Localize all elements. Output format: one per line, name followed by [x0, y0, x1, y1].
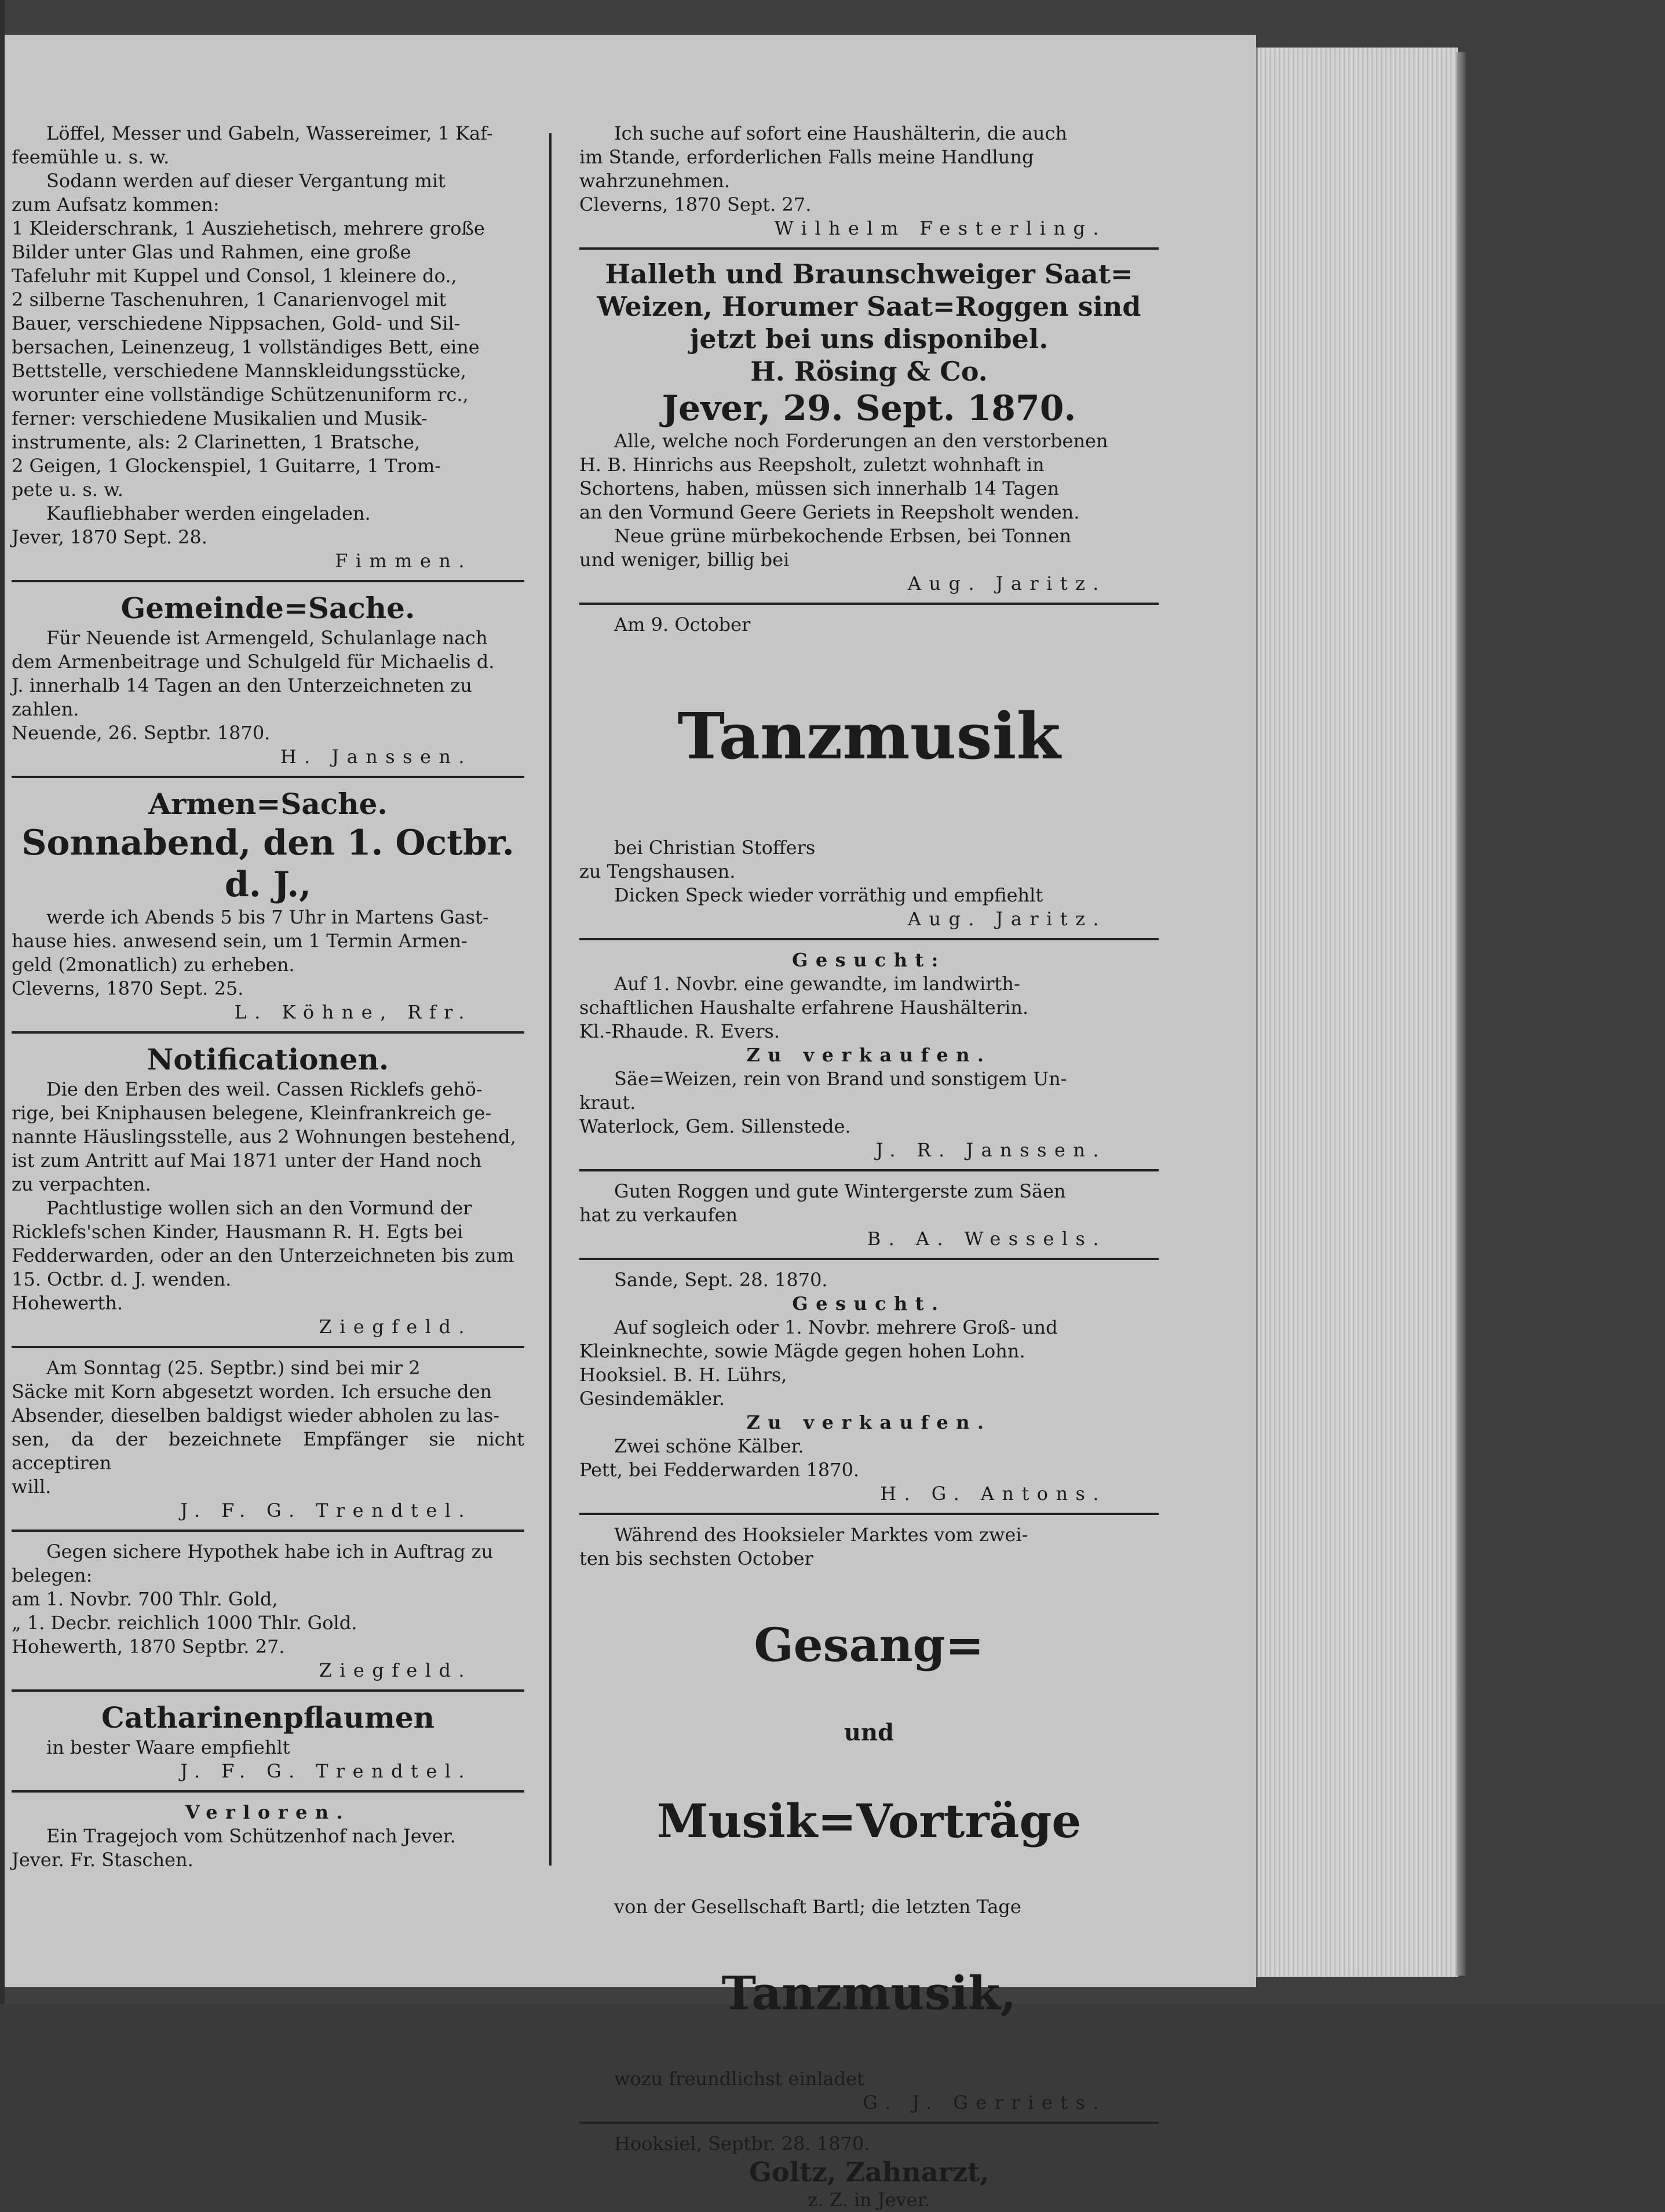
notice-block	[12, 1356, 524, 1499]
text-line: Kaufliebhaber werden eingeladen.	[46, 502, 371, 524]
text-line: Bilder unter Glas und Rahmen, eine große	[12, 241, 411, 263]
notice-block	[579, 1482, 1159, 1506]
text-line: „ 1. Decbr. reichlich 1000 Thlr. Gold.	[12, 1612, 357, 1634]
notice-block	[579, 1434, 1159, 1482]
text-line: am 1. Novbr. 700 Thlr. Gold,	[12, 1588, 278, 1610]
text-line: wozu freundlichst einladet	[614, 2068, 864, 2090]
notice-block	[579, 429, 1159, 524]
text-line: Pachtlustige wollen sich an den Vormund der	[46, 1197, 472, 1219]
display-title: Tanzmusik	[677, 699, 1061, 773]
text-line: Hooksiel. B. H. Lührs,	[579, 1364, 787, 1386]
text-line: feemühle u. s. w.	[12, 146, 170, 168]
section-rule	[12, 580, 524, 582]
notice-block	[12, 590, 524, 626]
text-line: Dicken Speck wieder vorräthig und empfiehlt	[614, 884, 1043, 906]
text-line: H. B. Hinrichs aus Reepsholt, zuletzt wohnhaft in	[579, 454, 1045, 476]
notice-block	[579, 613, 1159, 637]
text-line: Schortens, haben, müssen sich innerhalb 14 Tagen	[579, 477, 1060, 499]
signature: J. F. G. Trendtel.	[180, 1760, 472, 1782]
book-edge-shadow	[1456, 52, 1466, 1976]
text-line: Alle, welche noch Forderungen an den verstorbenen	[614, 430, 1108, 452]
notice-block	[12, 786, 524, 822]
text-line: Fedderwarden, oder an den Unterzeichneten bis zum	[12, 1244, 514, 1266]
text-line: Säcke mit Korn abgesetzt worden. Ich ersuche den	[12, 1381, 492, 1403]
notice-block	[579, 572, 1159, 596]
signature: Ziegfeld.	[319, 1659, 472, 1681]
text-line: Zwei schöne Kälber.	[614, 1435, 804, 1457]
signature: Wilhelm Festerling.	[774, 217, 1107, 239]
section-rule	[12, 1689, 524, 1692]
notice-block	[12, 1801, 524, 1824]
notice-block	[579, 524, 1159, 572]
text-line: Jever, 1870 Sept. 28.	[12, 526, 207, 548]
text-line: Für Neuende ist Armengeld, Schulanlage nach	[46, 627, 488, 649]
notice-block	[12, 1736, 524, 1760]
text-line: bei Christian Stoffers	[614, 837, 816, 859]
notice-block	[579, 2091, 1159, 2115]
notice-block	[579, 1067, 1159, 1138]
text-line: kraut.	[579, 1092, 636, 1114]
notice-block	[579, 1719, 1159, 1747]
text-line: Auf sogleich oder 1. Novbr. mehrere Groß- und	[614, 1316, 1058, 1338]
section-rule	[12, 1346, 524, 1348]
notice-block	[579, 388, 1159, 429]
section-rule	[579, 1258, 1159, 1260]
text-line: 2 silberne Taschenuhren, 1 Canarienvogel mit	[12, 289, 447, 311]
text-line: hat zu verkaufen	[579, 1204, 738, 1226]
section-heading: Catharinenpflaumen	[101, 1700, 435, 1735]
notice-block	[579, 907, 1159, 931]
text-line: will.	[12, 1476, 52, 1498]
text-line: Löffel, Messer und Gabeln, Wassereimer, 1 Kaf-	[46, 122, 493, 144]
notice-block	[12, 1042, 524, 1078]
notice-block	[579, 700, 1159, 772]
display-heading: Sonnabend, den 1. Octbr. d. J.,	[21, 823, 514, 905]
text-line: Gesindemäkler.	[579, 1388, 725, 1410]
notice-block	[579, 1292, 1159, 1316]
text-line: Während des Hooksieler Marktes vom zwei-	[614, 1524, 1028, 1546]
text-line: instrumente, als: 2 Clarinetten, 1 Bratsche,	[12, 431, 421, 453]
text-line: zahlen.	[12, 698, 79, 720]
text-line: Bauer, verschiedene Nippsachen, Gold- und Sil-	[12, 312, 461, 334]
display-conjunction: und	[844, 1719, 894, 1746]
signature: L. Köhne, Rfr.	[234, 1001, 472, 1023]
section-rule	[12, 776, 524, 778]
notice-block	[579, 1793, 1159, 1849]
notice-block	[12, 549, 524, 573]
text-line: Neuende, 26. Septbr. 1870.	[12, 722, 271, 744]
text-line: nannte Häuslingsstelle, aus 2 Wohnungen bestehend,	[12, 1126, 516, 1148]
ad-firm-name: H. Rösing & Co.	[750, 356, 988, 387]
notice-block	[12, 1001, 524, 1024]
text-line: Cleverns, 1870 Sept. 27.	[579, 194, 812, 216]
section-heading: Armen=Sache.	[148, 787, 388, 821]
notice-block	[579, 948, 1159, 972]
notice-title: Zu verkaufen.	[746, 1044, 992, 1066]
section-heading: Notificationen.	[147, 1042, 389, 1076]
notice-title: Zu verkaufen.	[746, 1411, 992, 1433]
text-line: Pett, bei Fedderwarden 1870.	[579, 1459, 860, 1481]
text-line: ferner: verschiedene Musikalien und Musik-	[12, 407, 428, 429]
text-line: ist zum Antritt auf Mai 1871 unter der Hand noch	[12, 1149, 482, 1171]
notice-block	[579, 2132, 1159, 2156]
notice-block	[12, 822, 524, 906]
text-line: ten bis sechsten October	[579, 1547, 813, 1569]
section-rule	[579, 603, 1159, 605]
ad-heading-line: Weizen, Horumer Saat=Roggen sind	[597, 291, 1141, 322]
notice-block	[579, 1617, 1159, 1673]
notice-block	[579, 2067, 1159, 2091]
text-line: wahrzunehmen.	[579, 170, 731, 192]
notice-block	[12, 502, 524, 549]
text-line: Hohewerth.	[12, 1292, 123, 1314]
section-rule	[579, 247, 1159, 250]
notice-block	[12, 1700, 524, 1736]
text-line: Tafeluhr mit Kuppel und Consol, 1 kleinere do.,	[12, 265, 457, 287]
text-line: dem Armenbeitrage und Schulgeld für Michaelis d.	[12, 651, 495, 673]
text-line: Ricklefs'schen Kinder, Hausmann R. H. Egts bei	[12, 1221, 463, 1243]
text-line: Am 9. October	[614, 614, 751, 636]
text-line: werde ich Abends 5 bis 7 Uhr in Martens Gast-	[46, 906, 489, 928]
notice-block	[12, 626, 524, 745]
text-line: Waterlock, Gem. Sillenstede.	[579, 1115, 851, 1137]
left-dark-edge	[0, 0, 5, 2004]
signature: B. A. Wessels.	[867, 1228, 1107, 1250]
notice-block	[579, 2188, 1159, 2212]
text-line: Säe=Weizen, rein von Brand und sonstigem Un-	[614, 1068, 1067, 1090]
notice-block	[12, 906, 524, 1001]
notice-block	[12, 1824, 524, 1872]
text-line: rige, bei Kniphausen belegene, Kleinfrankreich ge-	[12, 1102, 492, 1124]
display-title: Tanzmusik,	[721, 1966, 1017, 2020]
section-rule	[12, 1031, 524, 1034]
signature: J. F. G. Trendtel.	[180, 1499, 472, 1521]
notice-block	[12, 1196, 524, 1315]
notice-block	[12, 745, 524, 769]
text-line: und weniger, billig bei	[579, 549, 790, 571]
text-line: Hohewerth, 1870 Septbr. 27.	[12, 1636, 285, 1658]
display-heading: Jever, 29. Sept. 1870.	[662, 388, 1076, 429]
text-line: pete u. s. w.	[12, 479, 123, 501]
notice-block	[579, 258, 1159, 355]
notice-block	[579, 836, 1159, 884]
display-title: Gesang=	[754, 1618, 984, 1672]
signature: Fimmen.	[335, 550, 472, 572]
text-line: J. innerhalb 14 Tagen an den Unterzeichneten zu	[12, 674, 472, 696]
notice-block	[579, 1138, 1159, 1162]
left-column	[12, 122, 524, 1872]
section-rule	[579, 938, 1159, 940]
notice-block	[579, 122, 1159, 217]
notice-block	[579, 1227, 1159, 1251]
section-heading: Gemeinde=Sache.	[121, 591, 415, 625]
text-line: Absender, dieselben baldigst wieder abholen zu las-	[12, 1404, 500, 1426]
text-line: Ich suche auf sofort eine Haushälterin, die auch	[614, 122, 1067, 144]
text-line: 2 Geigen, 1 Glockenspiel, 1 Guitarre, 1 Trom-	[12, 455, 441, 477]
ad-heading-line: Halleth und Braunschweiger Saat=	[605, 258, 1133, 290]
signature: G. J. Gerriets.	[863, 2091, 1107, 2114]
notice-block	[12, 1078, 524, 1196]
section-rule	[12, 1530, 524, 1532]
notice-block	[579, 1411, 1159, 1434]
text-line: an den Vormund Geere Geriets in Reepsholt wenden.	[579, 501, 1080, 523]
text-line: sen, da der bezeichnete Empfänger sie nicht acceptiren	[12, 1428, 524, 1474]
ad-heading-line: Goltz, Zahnarzt,	[748, 2156, 989, 2188]
text-line: Am Sonntag (25. Septbr.) sind bei mir 2	[46, 1357, 421, 1379]
text-line: zu verpachten.	[12, 1173, 151, 1195]
notice-block	[579, 2156, 1159, 2188]
text-line: von der Gesellschaft Bartl; die letzten Tage	[614, 1896, 1021, 1918]
notice-block	[579, 355, 1159, 388]
signature: Ziegfeld.	[319, 1316, 472, 1338]
text-line: Sodann werden auf dieser Vergantung mit	[46, 170, 446, 192]
notice-subtitle: z. Z. in Jever.	[808, 2189, 930, 2211]
notice-block	[12, 169, 524, 502]
notice-block	[12, 1760, 524, 1783]
section-rule	[579, 2122, 1159, 2124]
display-title: Musik=Vorträge	[656, 1794, 1082, 1848]
ad-heading-line: jetzt bei uns disponibel.	[689, 323, 1049, 355]
notice-title: Verloren.	[185, 1801, 351, 1823]
text-line: im Stande, erforderlichen Falls meine Handlung	[579, 146, 1034, 168]
text-line: Kl.-Rhaude. R. Evers.	[579, 1020, 780, 1042]
text-line: belegen:	[12, 1564, 93, 1586]
text-line: 1 Kleiderschrank, 1 Ausziehetisch, mehrere große	[12, 217, 485, 239]
signature: H. G. Antons.	[880, 1483, 1107, 1505]
signature: Aug. Jaritz.	[907, 908, 1107, 930]
text-line: Hooksiel, Septbr. 28. 1870.	[614, 2133, 870, 2155]
notice-block	[12, 122, 524, 169]
notice-block	[579, 972, 1159, 1043]
right-column	[579, 122, 1159, 2212]
text-line: Jever. Fr. Staschen.	[12, 1849, 193, 1871]
signature: Aug. Jaritz.	[907, 572, 1107, 594]
text-line: Auf 1. Novbr. eine gewandte, im landwirth-	[614, 973, 1020, 995]
notice-block	[579, 1316, 1159, 1411]
notice-block	[579, 1043, 1159, 1067]
text-line: Guten Roggen und gute Wintergerste zum Säen	[614, 1180, 1066, 1202]
text-line: Bettstelle, verschiedene Mannskleidungsstücke,	[12, 360, 466, 382]
text-line: geld (2monatlich) zu erheben.	[12, 954, 295, 976]
notice-block	[579, 1180, 1159, 1227]
text-line: in bester Waare empfiehlt	[46, 1736, 290, 1758]
text-line: schaftlichen Haushalte erfahrene Haushälterin.	[579, 997, 1029, 1019]
notice-title: Gesucht:	[792, 949, 946, 971]
section-rule	[579, 1169, 1159, 1171]
notice-block	[12, 1315, 524, 1339]
section-rule	[12, 1790, 524, 1793]
notice-block	[579, 1523, 1159, 1571]
text-line: worunter eine vollständige Schützenuniform rc.,	[12, 384, 469, 406]
signature: H. Janssen.	[280, 746, 472, 768]
signature: J. R. Janssen.	[875, 1139, 1107, 1161]
text-line: hause hies. anwesend sein, um 1 Termin Armen-	[12, 930, 468, 952]
text-line: Neue grüne mürbekochende Erbsen, bei Tonnen	[614, 525, 1071, 547]
text-line: Cleverns, 1870 Sept. 25.	[12, 977, 244, 999]
column-divider	[549, 133, 552, 1866]
text-line: Sande, Sept. 28. 1870.	[614, 1269, 828, 1291]
text-line: Gegen sichere Hypothek habe ich in Auftrag zu	[46, 1541, 494, 1563]
notice-block	[12, 1540, 524, 1659]
text-line: Die den Erben des weil. Cassen Ricklefs gehö-	[46, 1078, 483, 1100]
notice-title: Gesucht.	[792, 1293, 946, 1315]
notice-block	[579, 1895, 1159, 1919]
text-line: bersachen, Leinenzeug, 1 vollständiges Bett, eine	[12, 336, 480, 358]
notice-block	[579, 884, 1159, 907]
text-line: Ein Tragejoch vom Schützenhof nach Jever.	[46, 1825, 456, 1847]
text-line: zu Tengshausen.	[579, 860, 736, 882]
section-rule	[579, 1513, 1159, 1515]
notice-block	[579, 217, 1159, 240]
notice-block	[579, 1965, 1159, 2021]
text-line: zum Aufsatz kommen:	[12, 194, 220, 216]
book-page-edges	[1256, 48, 1458, 1977]
notice-block	[12, 1659, 524, 1682]
text-line: 15. Octbr. d. J. wenden.	[12, 1268, 232, 1290]
notice-block	[579, 1268, 1159, 1292]
text-line: Kleinknechte, sowie Mägde gegen hohen Lohn.	[579, 1340, 1025, 1362]
notice-block	[12, 1499, 524, 1523]
